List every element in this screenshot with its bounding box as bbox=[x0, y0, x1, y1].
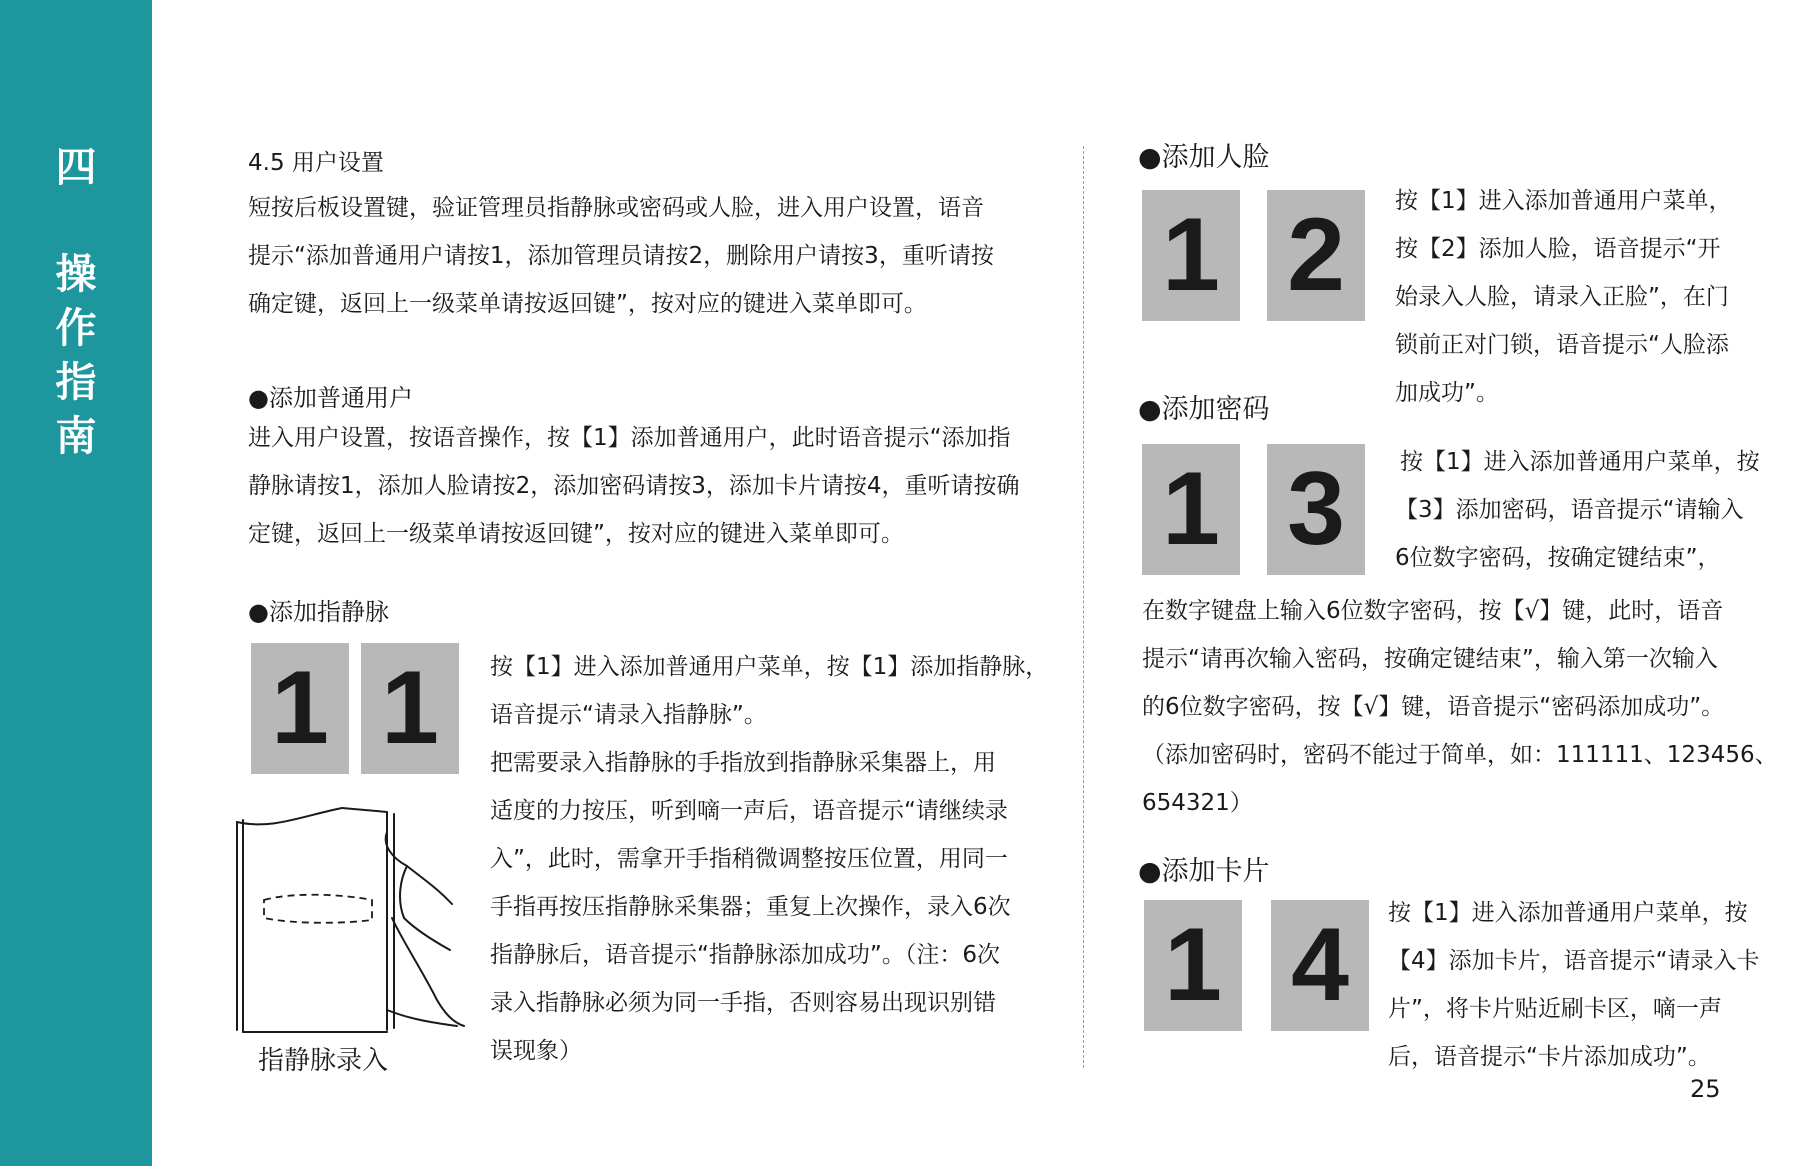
password-line: 【3】添加密码，语音提示“请输入 bbox=[1395, 497, 1744, 523]
password-line: 654321） bbox=[1142, 790, 1253, 816]
intro-line: 提示“添加普通用户请按1，添加管理员请按2，删除用户请按3，重听请按 bbox=[248, 243, 994, 269]
password-line: 6位数字密码，按确定键结束”， bbox=[1395, 545, 1721, 571]
section-title: 4.5 用户设置 bbox=[248, 150, 384, 176]
key-box: 1 bbox=[361, 643, 459, 774]
key-box: 4 bbox=[1271, 900, 1369, 1031]
vein-line: 适度的力按压，听到嘀一声后，语音提示“请继续录 bbox=[490, 798, 1008, 824]
password-line: 按【1】进入添加普通用户菜单，按 bbox=[1400, 449, 1760, 475]
card-heading: ●添加卡片 bbox=[1138, 856, 1270, 887]
key-box: 2 bbox=[1267, 190, 1365, 321]
chapter-char: 指 bbox=[55, 358, 97, 406]
vein-heading: ●添加指静脉 bbox=[248, 598, 389, 626]
finger-vein-illustration bbox=[232, 800, 482, 1040]
chapter-char: 操 bbox=[55, 250, 97, 298]
vein-line: 误现象） bbox=[490, 1038, 582, 1064]
vein-line: 录入指静脉必须为同一手指，否则容易出现识别错 bbox=[490, 990, 996, 1016]
password-line: （添加密码时，密码不能过于简单，如：111111、123456、 bbox=[1142, 742, 1778, 768]
face-line: 加成功”。 bbox=[1395, 380, 1499, 406]
chapter-char: 南 bbox=[55, 412, 97, 460]
password-heading: ●添加密码 bbox=[1138, 394, 1270, 425]
illustration-caption: 指静脉录入 bbox=[258, 1046, 389, 1076]
face-line: 始录入人脸，请录入正脸”，在门 bbox=[1395, 284, 1729, 310]
face-heading: ●添加人脸 bbox=[1138, 142, 1270, 173]
add-user-line: 定键，返回上一级菜单请按返回键”，按对应的键进入菜单即可。 bbox=[248, 521, 904, 547]
face-line: 按【2】添加人脸，语音提示“开 bbox=[1395, 236, 1721, 262]
key-box: 1 bbox=[251, 643, 349, 774]
vein-line: 手指再按压指静脉采集器；重复上次操作，录入6次 bbox=[490, 894, 1011, 920]
chapter-sidebar bbox=[0, 0, 152, 1166]
vein-line: 把需要录入指静脉的手指放到指静脉采集器上，用 bbox=[490, 750, 996, 776]
card-line: 按【1】进入添加普通用户菜单，按 bbox=[1388, 900, 1748, 926]
add-user-line: 进入用户设置，按语音操作，按【1】添加普通用户，此时语音提示“添加指 bbox=[248, 425, 1011, 451]
face-line: 按【1】进入添加普通用户菜单， bbox=[1395, 188, 1732, 214]
page-number: 25 bbox=[1690, 1075, 1721, 1103]
vein-line: 入”，此时，需拿开手指稍微调整按压位置，用同一 bbox=[490, 846, 1008, 872]
chapter-char: 作 bbox=[55, 304, 97, 352]
vein-line: 按【1】进入添加普通用户菜单，按【1】添加指静脉， bbox=[490, 654, 1049, 680]
add-user-heading: ●添加普通用户 bbox=[248, 384, 413, 412]
intro-line: 短按后板设置键，验证管理员指静脉或密码或人脸，进入用户设置，语音 bbox=[248, 195, 984, 221]
vein-line: 语音提示“请录入指静脉”。 bbox=[490, 702, 767, 728]
vein-line: 指静脉后，语音提示“指静脉添加成功”。（注：6次 bbox=[490, 942, 1000, 968]
card-line: 片”，将卡片贴近刷卡区，嘀一声 bbox=[1388, 996, 1722, 1022]
key-box: 1 bbox=[1144, 900, 1242, 1031]
face-line: 锁前正对门锁，语音提示“人脸添 bbox=[1395, 332, 1729, 358]
password-line: 在数字键盘上输入6位数字密码，按【√】键，此时，语音 bbox=[1142, 598, 1724, 624]
intro-line: 确定键，返回上一级菜单请按返回键”，按对应的键进入菜单即可。 bbox=[248, 291, 927, 317]
card-line: 后，语音提示“卡片添加成功”。 bbox=[1388, 1044, 1711, 1070]
key-box: 1 bbox=[1142, 190, 1240, 321]
chapter-char: 四 bbox=[55, 143, 97, 191]
password-line: 的6位数字密码，按【√】键，语音提示“密码添加成功”。 bbox=[1142, 694, 1725, 720]
password-line: 提示“请再次输入密码，按确定键结束”，输入第一次输入 bbox=[1142, 646, 1718, 672]
key-box: 1 bbox=[1142, 444, 1240, 575]
column-divider bbox=[1083, 146, 1084, 1068]
add-user-line: 静脉请按1，添加人脸请按2，添加密码请按3，添加卡片请按4，重听请按确 bbox=[248, 473, 1020, 499]
key-box: 3 bbox=[1267, 444, 1365, 575]
card-line: 【4】添加卡片，语音提示“请录入卡 bbox=[1388, 948, 1760, 974]
